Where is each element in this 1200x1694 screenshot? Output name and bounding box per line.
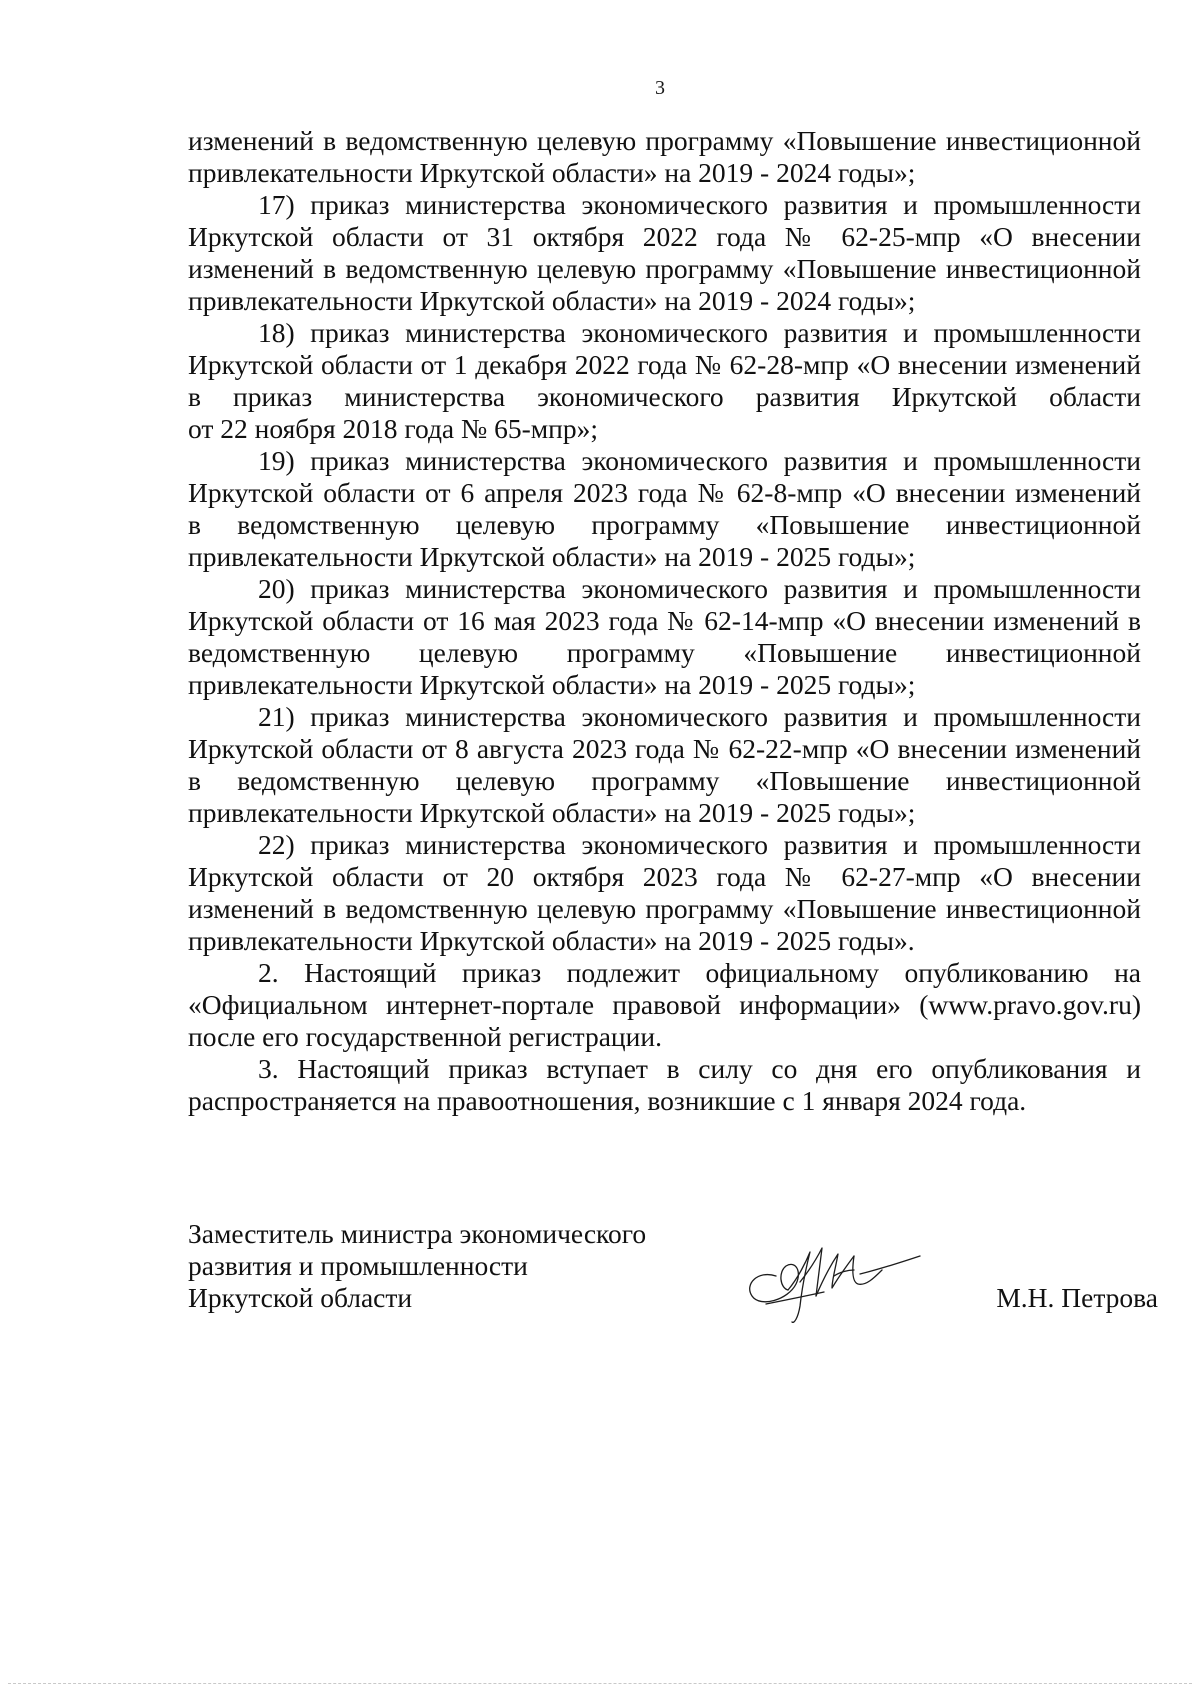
page-number: 3 bbox=[655, 77, 665, 99]
signer-position-line: Иркутской области bbox=[188, 1282, 413, 1313]
text-line: привлекательности Иркутской области» на 2019 - 2024 годы»; bbox=[188, 285, 916, 316]
text-line: ведомственную целевую программу «Повышение инвестиционной bbox=[188, 637, 1141, 668]
text-line: привлекательности Иркутской области» на 2019 - 2025 годы»; bbox=[188, 797, 916, 828]
text-line: распространяется на правоотношения, возникшие с 1 января 2024 года. bbox=[188, 1085, 1027, 1116]
text-line: Иркутской области от 31 октября 2022 года № 62-25-мпр «О внесении bbox=[188, 221, 1141, 252]
text-line: 18) приказ министерства экономического развития и промышленности bbox=[258, 317, 1141, 348]
text-line: в ведомственную целевую программу «Повышение инвестиционной bbox=[188, 509, 1141, 540]
signer-position-line: развития и промышленности bbox=[188, 1250, 528, 1281]
text-line: после его государственной регистрации. bbox=[188, 1021, 662, 1052]
text-line: 19) приказ министерства экономического развития и промышленности bbox=[258, 445, 1141, 476]
text-line: изменений в ведомственную целевую программу «Повышение инвестиционной bbox=[188, 253, 1141, 284]
list-item-22 bbox=[188, 829, 1141, 957]
page-bottom-edge bbox=[8, 1683, 1192, 1684]
text-line: изменений в ведомственную целевую программу «Повышение инвестиционной bbox=[188, 893, 1141, 924]
text-line: 22) приказ министерства экономического развития и промышленности bbox=[258, 829, 1141, 860]
text-line: изменений в ведомственную целевую программу «Повышение инвестиционной bbox=[188, 125, 1141, 156]
text-line: Иркутской области от 1 декабря 2022 года № 62-28-мпр «О внесении изменений bbox=[188, 349, 1141, 380]
text-line: от 22 ноября 2018 года № 65-мпр»; bbox=[188, 413, 599, 444]
text-line: «Официальном интернет-портале правовой информации» (www.pravo.gov.ru) bbox=[188, 989, 1141, 1020]
text-line: привлекательности Иркутской области» на 2019 - 2025 годы»; bbox=[188, 541, 916, 572]
text-line: 2. Настоящий приказ подлежит официальному опубликованию на bbox=[258, 957, 1141, 988]
list-item-17 bbox=[188, 189, 1141, 317]
text-line: привлекательности Иркутской области» на 2019 - 2025 годы»; bbox=[188, 669, 916, 700]
clause-2 bbox=[188, 957, 1141, 1053]
signer-name: М.Н. Петрова bbox=[996, 1282, 1158, 1313]
text-line: 21) приказ министерства экономического развития и промышленности bbox=[258, 701, 1141, 732]
signer-position bbox=[188, 1218, 748, 1314]
clause-3 bbox=[188, 1053, 1141, 1117]
handwritten-signature bbox=[736, 1226, 936, 1326]
text-line: 3. Настоящий приказ вступает в силу со дня его опубликования и bbox=[258, 1053, 1141, 1084]
signer-position-line: Заместитель министра экономического bbox=[188, 1218, 647, 1249]
text-line: Иркутской области от 20 октября 2023 года № 62-27-мпр «О внесении bbox=[188, 861, 1141, 892]
signature-block bbox=[188, 1218, 1158, 1338]
document-body bbox=[188, 125, 1141, 1117]
list-item-18 bbox=[188, 317, 1141, 445]
text-line: привлекательности Иркутской области» на 2019 - 2024 годы»; bbox=[188, 157, 916, 188]
text-line: Иркутской области от 16 мая 2023 года № 62-14-мпр «О внесении изменений в bbox=[188, 605, 1141, 636]
text-line: 17) приказ министерства экономического развития и промышленности bbox=[258, 189, 1141, 220]
paragraph-continuation bbox=[188, 125, 1141, 189]
text-line: привлекательности Иркутской области» на 2019 - 2025 годы». bbox=[188, 925, 915, 956]
text-line: 20) приказ министерства экономического развития и промышленности bbox=[258, 573, 1141, 604]
list-item-20 bbox=[188, 573, 1141, 701]
text-line: в приказ министерства экономического развития Иркутской области bbox=[188, 381, 1141, 412]
text-line: Иркутской области от 6 апреля 2023 года № 62-8-мпр «О внесении изменений bbox=[188, 477, 1141, 508]
text-line: в ведомственную целевую программу «Повышение инвестиционной bbox=[188, 765, 1141, 796]
list-item-21 bbox=[188, 701, 1141, 829]
list-item-19 bbox=[188, 445, 1141, 573]
text-line: Иркутской области от 8 августа 2023 года № 62-22-мпр «О внесении изменений bbox=[188, 733, 1141, 764]
